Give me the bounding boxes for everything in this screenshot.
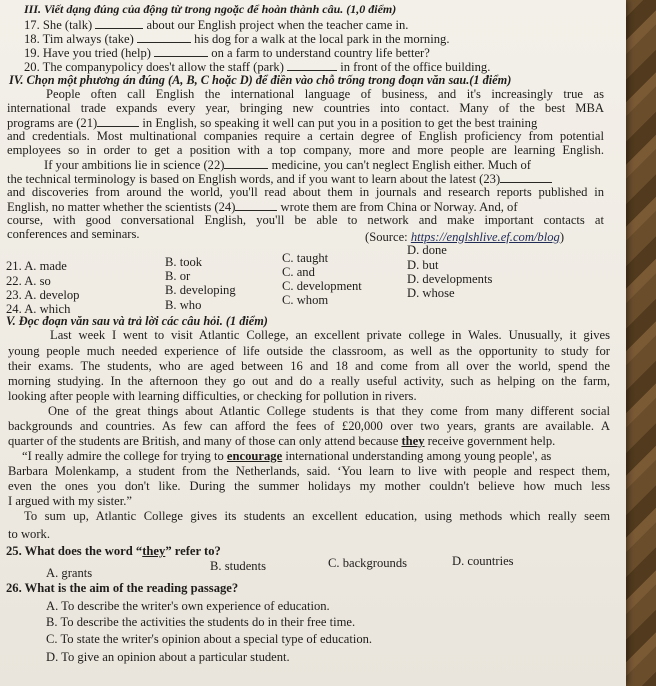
passage-line: and credentials. Most multinational companies require a certain degree of English proficiency from potential — [7, 129, 604, 143]
question-25: 25. What does the word “they” refer to? — [6, 544, 221, 558]
passage-line: conferences and seminars. — [7, 227, 140, 241]
option-21-d[interactable]: D. done — [407, 243, 447, 257]
passage-line: If your ambitions lie in science (22) medicine, you can't neglect English either. Much of — [44, 158, 531, 172]
answer-blank[interactable] — [154, 45, 208, 57]
option-25-c[interactable]: C. backgrounds — [328, 556, 408, 570]
passage-line: looking after people with learning difficulties, or checking for pollution in rivers. — [8, 389, 417, 403]
option-21-c[interactable]: C. taught — [282, 251, 329, 265]
option-22-a[interactable]: 22. A. so — [6, 274, 51, 288]
passage-line: “I really admire the college for trying to encourage international understanding among young people', as — [22, 449, 552, 463]
option-23-c[interactable]: C. development — [282, 279, 362, 293]
question-26: 26. What is the aim of the reading passage? — [6, 581, 239, 595]
answer-blank[interactable] — [137, 31, 191, 43]
highlighted-word-they: they — [401, 434, 425, 448]
source-citation: (Source: https://englshlive.ef.com/blog) — [365, 230, 565, 244]
option-23-a[interactable]: 23. A. develop — [6, 288, 80, 302]
passage-line: English, no matter whether the scientists (24) wrote them are from China or Norway. And, of — [7, 200, 518, 214]
option-26-d[interactable]: D. To give an opinion about a particular student. — [46, 650, 290, 664]
passage-line: their exams. The students, who are aged between 16 and 18 and come from all over the world, spend the — [8, 359, 610, 373]
option-24-c[interactable]: C. whom — [282, 293, 329, 307]
section-5-heading: V. Đọc đoạn văn sau và trả lời các câu hỏi. (1 điểm) — [6, 314, 268, 328]
answer-blank[interactable] — [95, 17, 143, 29]
question-19: 19. Have you tried (help) on a farm to understand country life better? — [24, 46, 430, 60]
passage-line: backgrounds and countries. As few can afford the fees of £20,000 over two years, grants are available. A — [8, 419, 610, 433]
section-3-heading: III. Viết dạng đúng của động từ trong ngoặc để hoàn thành câu. (1,0 điểm) — [24, 2, 397, 16]
option-22-b[interactable]: B. or — [165, 269, 191, 283]
passage-line: People often call English the international language of business, and it's increasingly true as — [46, 87, 604, 101]
option-25-b[interactable]: B. students — [210, 559, 266, 573]
section-4-heading: IV. Chọn một phương án đúng (A, B, C hoặc D) để điền vào chỗ trống trong đoạn văn sau.(1 điểm) — [9, 73, 512, 87]
passage-line: To sum up, Atlantic College gives its students an excellent education, using methods which really seem — [24, 509, 610, 523]
passage-line: and discoveries from around the world, you'll read about them in journals and research reports published in — [7, 185, 604, 199]
passage-line: international trade expands every year, bringing new countries into contact. Many of the best MBA — [7, 101, 604, 115]
option-24-a[interactable]: 24. A. which — [6, 302, 71, 316]
passage-line: Last week I went to visit Atlantic College, an excellent private college in Wales. Unusually, it gives — [50, 328, 610, 342]
passage-line: the technical terminology is based on English words, and if you want to learn about the latest (23) — [7, 171, 552, 186]
answer-blank[interactable] — [97, 115, 139, 127]
answer-blank[interactable] — [287, 59, 337, 71]
option-26-b[interactable]: B. To describe the activities the students do in their free time. — [46, 615, 356, 629]
option-22-d[interactable]: D. but — [407, 258, 439, 272]
passage-line: employees so in order to get a position with a top company, more and more people are learning English. — [7, 143, 604, 157]
option-21-a[interactable]: 21. A. made — [6, 259, 67, 273]
passage-line: I argued with my sister.” — [8, 494, 132, 508]
answer-blank[interactable] — [224, 157, 268, 169]
option-24-b[interactable]: B. who — [165, 298, 202, 312]
option-21-b[interactable]: B. took — [165, 255, 203, 269]
passage-line: even the ones you don't like. During the summer holidays my mother couldn't believe how much less — [8, 479, 610, 493]
source-link[interactable]: https://englshlive.ef.com/blog — [410, 230, 560, 244]
passage-line: to work. — [8, 527, 50, 541]
question-20: 20. The companypolicy does't allow the staff (park) in front of the office building. — [24, 60, 491, 74]
option-26-c[interactable]: C. To state the writer's opinion about a special type of education. — [46, 632, 373, 646]
highlighted-word-encourage: encourage — [226, 449, 283, 463]
option-23-d[interactable]: D. developments — [407, 272, 493, 286]
question-17: 17. She (talk) about our English project when the teacher came in. — [24, 18, 409, 32]
answer-blank[interactable] — [235, 199, 277, 211]
passage-line: One of the great things about Atlantic College students is that they come from many different social — [48, 404, 610, 418]
option-24-d[interactable]: D. whose — [407, 286, 455, 300]
passage-line: young people much needed experience of life outside the classroom, as well as the opportunity to study for — [8, 344, 610, 358]
answer-blank[interactable] — [500, 171, 552, 183]
option-26-a[interactable]: A. To describe the writer's own experience of education. — [46, 599, 330, 613]
passage-line: programs are (21) in English, so speaking it well can put you in a position to get the best training — [7, 116, 538, 130]
option-22-c[interactable]: C. and — [282, 265, 315, 279]
option-23-b[interactable]: B. developing — [165, 283, 236, 297]
passage-line: Barbara Molenkamp, a student from the Netherlands, said. ‘You learn to live with people and respect them, — [8, 464, 610, 478]
passage-line: morning studying. In the afternoon they go out and do a really useful activity, such as helping on the farm, — [8, 374, 610, 388]
question-18: 18. Tim always (take) his dog for a walk at the local park in the morning. — [24, 32, 450, 46]
passage-line: quarter of the students are British, and many of those can only attend because they receive government help. — [8, 434, 556, 448]
option-25-d[interactable]: D. countries — [452, 554, 514, 568]
option-25-a[interactable]: A. grants — [46, 566, 93, 580]
passage-line: course, with good conversational English, you'll be able to network and make important contacts at — [7, 213, 604, 227]
